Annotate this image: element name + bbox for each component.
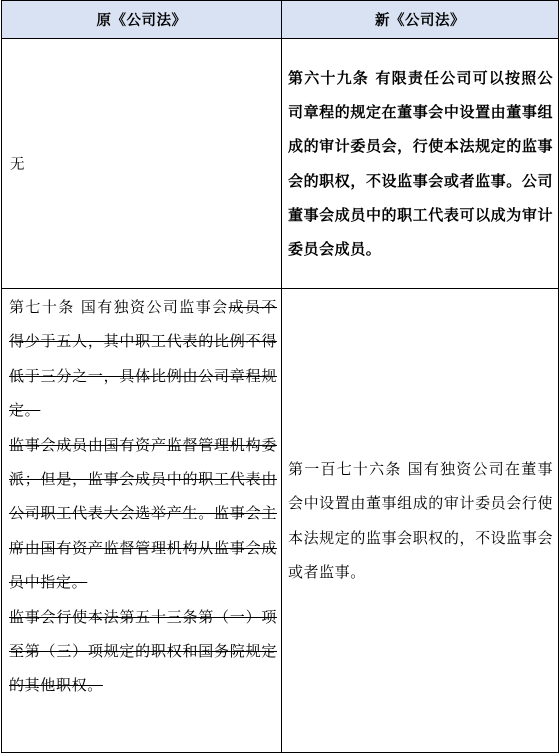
- comparison-table: [1, 0, 559, 753]
- header-new-law: 新《公司法》: [282, 1, 559, 39]
- old-law-cell: [2, 39, 282, 289]
- old-law-article-70-intro: 第七十条 国有独资公司监事会: [9, 298, 229, 316]
- new-law-article-176: [288, 452, 553, 589]
- old-law-none: 无: [10, 157, 25, 173]
- old-law-article-70: [9, 290, 277, 428]
- old-law-cell: [2, 289, 282, 753]
- new-law-article-69: 第六十九条 有限责任公司可以按照公司章程的规定在董事会中设置由董事组成的审计委员会，行使本法规定的监事会的职权，不设监事会或者监事。公司董事会成员中的职工代表可以成为审计委员会成员。: [288, 68, 553, 259]
- old-law-article-70-para3: 监事会行使本法第五十三条第（一）项至第（三）项规定的职权和国务院规定的其他职权。: [9, 607, 277, 695]
- header-old-law: 原《公司法》: [2, 1, 282, 39]
- table-row: [2, 39, 559, 289]
- new-law-cell: [282, 39, 559, 289]
- table-row: [2, 289, 559, 753]
- new-law-cell: [282, 289, 559, 753]
- old-law-article-70-para2: 监事会成员由国有资产监督管理机构委派；但是，监事会成员中的职工代表由公司职工代表大会选举产生。监事会主席由国有资产监督管理机构从监事会成员中指定。: [9, 435, 277, 592]
- old-law-article-70-struck: 成员不得少于五人，其中职工代表的比例不得低于三分之一，具体比例由公司章程规定。: [9, 298, 278, 420]
- new-law-article-176-text: 第一百七十六条 国有独资公司在董事会中设置由董事组成的审计委员会行使本法规定的监事会职权的，不设监事会或者监事。: [288, 459, 553, 581]
- header-row: [2, 1, 559, 39]
